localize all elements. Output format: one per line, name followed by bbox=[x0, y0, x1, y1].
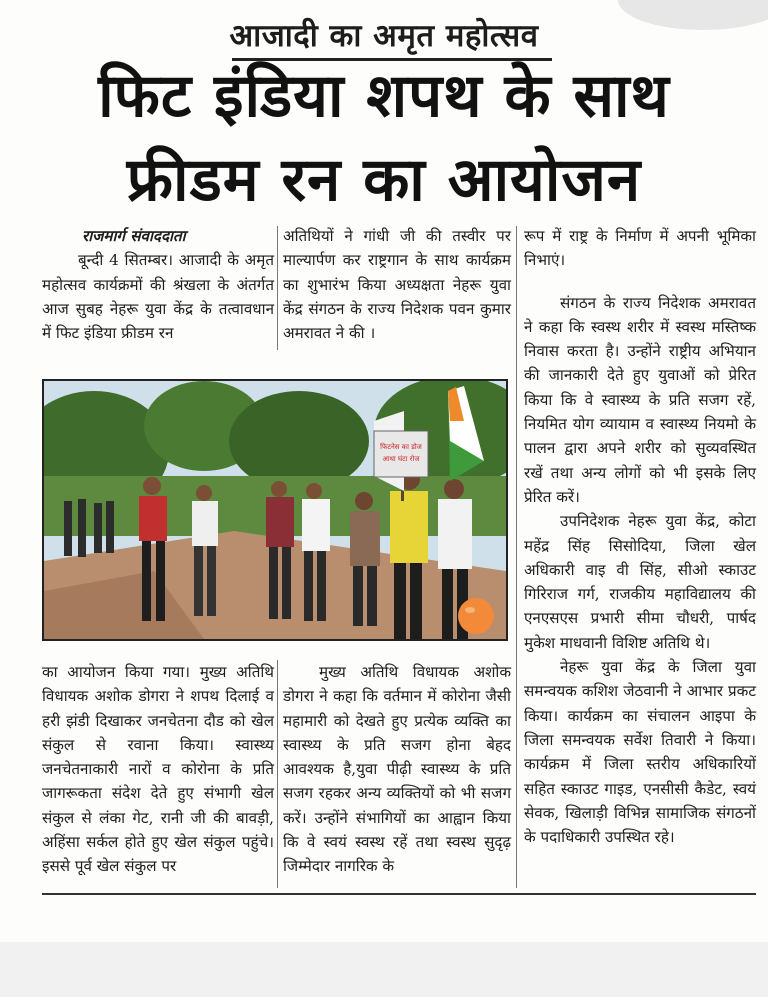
placard-text-1: फिटनेस का डोज bbox=[380, 443, 422, 451]
article-text-col1-bottom: का आयोजन किया गया। मुख्य अतिथि विधायक अशोक डोगरा ने शपथ दिलाई व हरी झंडी दिखाकर जनचेतना दौड को खेल संकुल से रवाना किया। स्वास्थ्य जनचेतनाकारी नारों व कोरोना के प्रति जागरूकता संदेश देते हुए संभागी खेल संकुल से लंका गेट, रानी जी की बावड़ी, अहिंसा सर्कल होते हुए खेल संकुल पहुंचे। इससे पूर्व खेल संकुल पर bbox=[42, 663, 274, 876]
column-1-top bbox=[42, 224, 274, 345]
article-text-col2-bottom: मुख्य अतिथि विधायक अशोक डोगरा ने कहा कि वर्तमान में कोरोना जैसी महामारी को देखते हुए प्रत्येक व्यक्ति का स्वास्थ्य के प्रति सजग होना बेहद आवश्यक है,युवा पीढ़ी स्वास्थ्य के प्रति सजग रहकर अन्य व्यक्तियों को भी सजग करें। उन्होंने संभागियों का आह्वान किया कि वे स्वयं स्वस्थ रहें तथा स्वस्थ सुदृढ़ जिम्मेदार नागरिक के bbox=[283, 663, 511, 876]
column-2-top bbox=[283, 224, 511, 345]
column-divider bbox=[516, 226, 517, 888]
article-text-col3-p4: नेहरू युवा केंद्र के जिला युवा समन्वयक कशिश जेठवानी ने आभार प्रकट किया। कार्यक्रम का संचालन आइपा के जिला समन्वयक सर्वेश तिवारी ने किया। कार्यक्रम में जिला स्तरीय अधिकारियों सहित स्काउट गाइड, एनसीसी कैडेट, स्वयं सेवक, खिलाड़ी विभिन्न सामाजिक संगठनों के पदाधिकारी उपस्थित रहे। bbox=[524, 658, 756, 847]
column-3 bbox=[524, 224, 756, 849]
article-text-col3-p1: रूप में राष्ट्र के निर्माण में अपनी भूमिका निभाएं। bbox=[524, 227, 756, 270]
headline-line-1: फिट इंडिया शपथ के साथ bbox=[98, 61, 670, 131]
article-text-col2-top: अतिथियों ने गांधी जी की तस्वीर पर माल्यार्पण कर राष्ट्रगान के साथ कार्यक्रम का शुभारंभ किया अध्यक्षता नेहरू युवा केंद्र संगठन के राज्य निदेशक पवन कुमार अमरावत ने की । bbox=[283, 227, 511, 343]
column-1-bottom bbox=[42, 660, 274, 879]
article-text-col1-top: बून्दी 4 सितम्बर। आजादी के अमृत महोत्सव कार्यक्रमों की श्रंखला के अंतर्गत आज सुबह नेहरू युवा केंद्र के तत्वावधान में फिट इंडिया फ्रीडम रन bbox=[42, 251, 274, 343]
column-2-bottom bbox=[283, 660, 511, 879]
kicker-title: आजादी का अमृत महोत्सव bbox=[229, 18, 539, 54]
column-divider bbox=[277, 226, 278, 350]
article-text-col3-p3: उपनिदेशक नेहरू युवा केंद्र, कोटा महेंद्र सिंह सिसोदिया, जिला खेल अधिकारी वाइ वी सिंह, सीओ स्काउट गिरिराज गर्ग, राजकीय महाविद्यालय की एनएसएस प्रभारी सीमा चौधरी, पार्षद मुकेश माधवानी विशिष्ट अतिथि थे। bbox=[524, 512, 756, 652]
article-text-col3-p2: संगठन के राज्य निदेशक अमरावत ने कहा कि स्वस्थ शरीर में स्वस्थ मस्तिष्क निवास करता है। उन्होंने राष्ट्रीय अभियान की जानकारी देते हुए युवाओं को प्रेरित किया कि वे स्वास्थ्य के प्रति सजग रहें, नियमित योग व्यायाम व स्वास्थ्य नियमो के पालन द्वारा अपने शरीर को सुव्यवस्थित रखें तथा अन्य लोगों को भी इसके लिए प्रेरित करें। bbox=[524, 293, 756, 506]
placard-text-2: आधा घंटा रोज bbox=[382, 455, 420, 463]
news-photo-freedom-run bbox=[42, 379, 508, 641]
byline: राजमार्ग संवाददाता bbox=[82, 227, 186, 245]
bottom-rule bbox=[42, 893, 756, 895]
headline-line-2: फ्रीडम रन का आयोजन bbox=[126, 145, 642, 215]
column-divider bbox=[277, 660, 278, 888]
